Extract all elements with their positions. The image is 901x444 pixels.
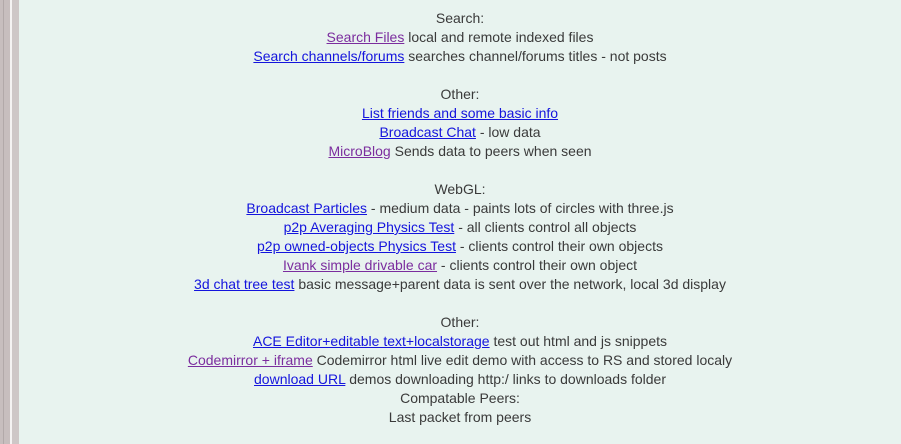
heading-webgl: WebGL: — [434, 181, 486, 197]
link-download-url[interactable]: download URL — [254, 371, 346, 387]
link-line — [19, 142, 901, 161]
heading-other-1: Other: — [440, 86, 480, 102]
link-line — [19, 256, 901, 275]
link-ivank-drivable-car[interactable]: Ivank simple drivable car — [282, 257, 438, 273]
link-description: searches channel/forums titles - not posts — [404, 48, 667, 64]
heading-other-2: Other: — [440, 314, 480, 330]
link-p2p-averaging-physics-test[interactable]: p2p Averaging Physics Test — [283, 219, 455, 235]
left-scrollbar[interactable] — [0, 0, 19, 444]
link-broadcast-chat[interactable]: Broadcast Chat — [379, 124, 476, 140]
link-line — [19, 237, 901, 256]
link-directory — [19, 0, 901, 427]
link-microblog[interactable]: MicroBlog — [328, 143, 391, 159]
label-compatable-peers: Compatable Peers: — [400, 390, 520, 406]
heading-search: Search: — [435, 10, 485, 26]
link-description: local and remote indexed files — [404, 29, 594, 45]
section-other-1 — [19, 85, 901, 161]
link-description: Codemirror html live edit demo with access to RS and stored localy — [312, 352, 733, 368]
link-codemirror-iframe[interactable]: Codemirror + iframe — [187, 352, 313, 368]
link-line — [19, 104, 901, 123]
link-description: - clients control their own object — [437, 257, 638, 273]
link-line — [19, 275, 901, 294]
link-line — [19, 28, 901, 47]
link-line — [19, 332, 901, 351]
link-line — [19, 199, 901, 218]
link-description: - all clients control all objects — [454, 219, 637, 235]
label-last-packet-from-peers: Last packet from peers — [388, 409, 532, 425]
link-broadcast-particles[interactable]: Broadcast Particles — [246, 200, 368, 216]
section-other-2 — [19, 313, 901, 427]
link-line — [19, 218, 901, 237]
link-list-friends[interactable]: List friends and some basic info — [361, 105, 559, 121]
section-search — [19, 9, 901, 66]
link-line — [19, 47, 901, 66]
link-description: - medium data - paints lots of circles with three.js — [367, 200, 674, 216]
link-description: basic message+parent data is sent over the network, local 3d display — [294, 276, 726, 292]
section-webgl — [19, 180, 901, 294]
link-search-channels-forums[interactable]: Search channels/forums — [253, 48, 405, 64]
link-line — [19, 123, 901, 142]
link-description: - low data — [475, 124, 541, 140]
link-search-files[interactable]: Search Files — [326, 29, 405, 45]
link-description: - clients control their own objects — [455, 238, 663, 254]
link-3d-chat-tree-test[interactable]: 3d chat tree test — [194, 276, 295, 292]
link-line — [19, 370, 901, 389]
link-description: Sends data to peers when seen — [390, 143, 592, 159]
link-p2p-owned-objects-physics-test[interactable]: p2p owned-objects Physics Test — [257, 238, 456, 254]
link-line — [19, 351, 901, 370]
link-description: demos downloading http:/ links to downloads folder — [345, 371, 666, 387]
link-description: test out html and js snippets — [489, 333, 668, 349]
link-ace-editor[interactable]: ACE Editor+editable text+localstorage — [252, 333, 490, 349]
